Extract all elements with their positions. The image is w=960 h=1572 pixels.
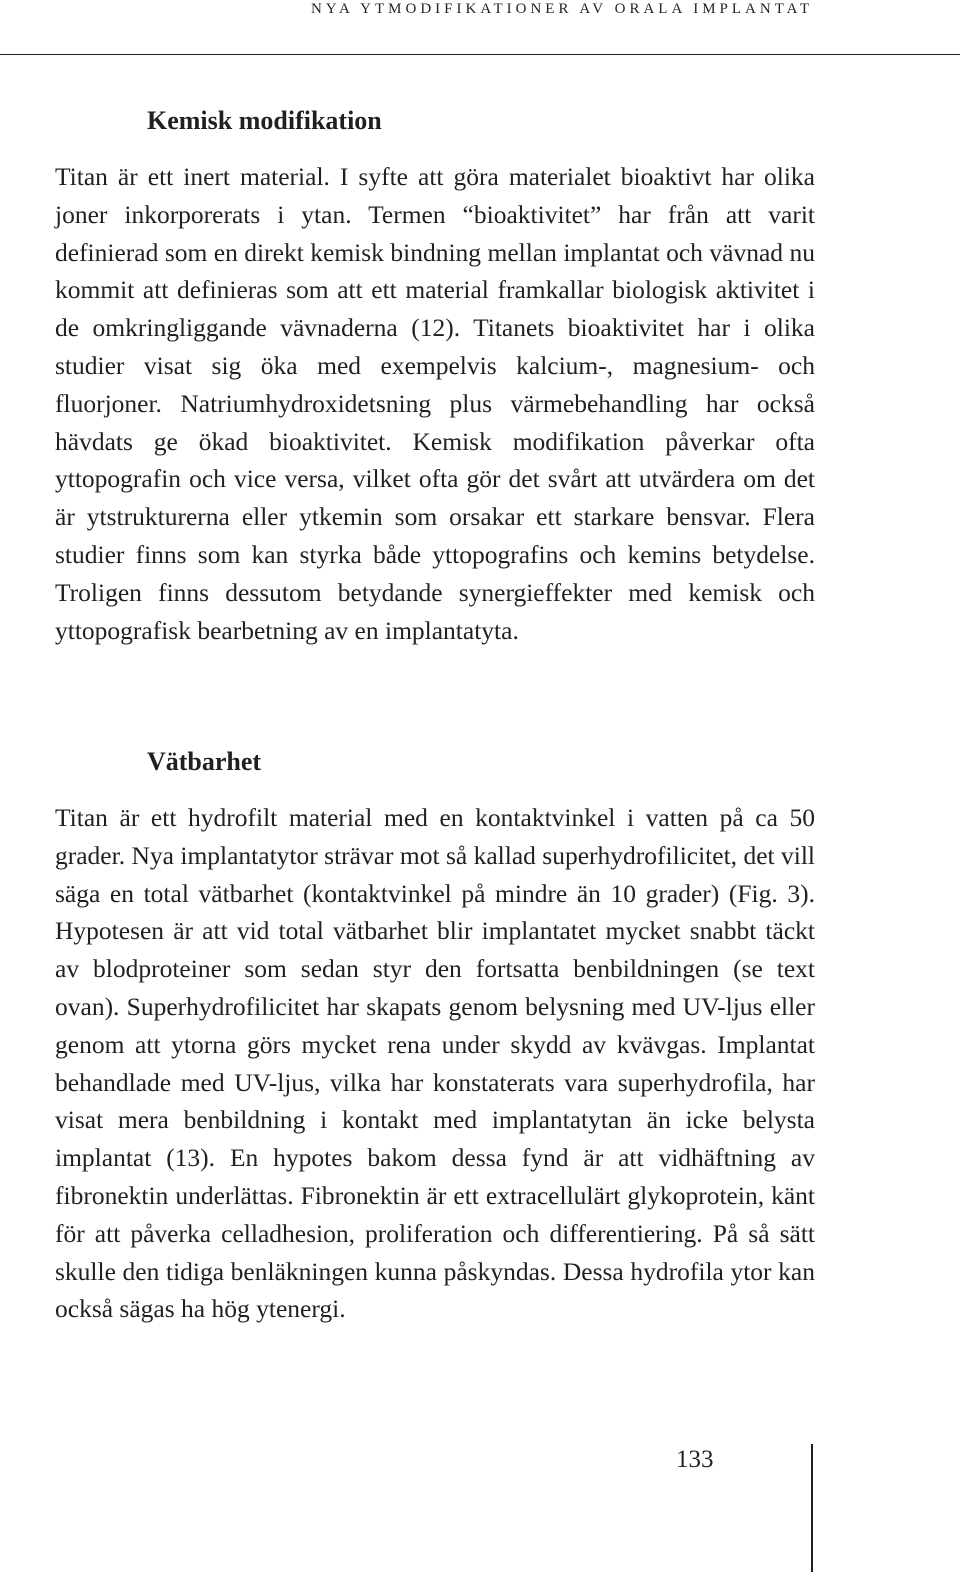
section-vatbarhet (55, 746, 815, 1328)
section-kemisk-modifikation (55, 105, 815, 649)
body-paragraph: Titan är ett hydrofilt material med en kontaktvinkel i vatten på ca 50 grader. Nya implantatytor strävar mot så kallad superhydrofilicitet, det vill säga en total vätbarhet (kontaktvinkel på mindre än 10 grader) (Fig. 3). Hypotesen är att vid total vätbarhet blir implantatet mycket snabbt täckt av blodproteiner som sedan styr den fortsatta benbildningen (se text ovan). Superhydrofilicitet har skapats genom belysning med UV-ljus eller genom att ytorna görs mycket rena under skydd av kvävgas. Implantat behandlade med UV-ljus, vilka har konstaterats vara superhydrofila, har visat mera benbildning i kontakt med implantatytan än icke belysta implantat (13). En hypotes bakom dessa fynd är att vidhäftning av fibronektin underlättas. Fibronektin är ett extracellulärt glykoprotein, känt för att påverka celladhesion, proliferation och differentiering. På så sätt skulle den tidiga benläkningen kunna påskyndas. Dessa hydrofila ytor kan också sägas ha hög ytenergi. (55, 803, 815, 1324)
section-heading: Vätbarhet (147, 747, 262, 776)
running-head: NYA YTMODIFIKATIONER AV ORALA IMPLANTAT (310, 1, 813, 17)
header-rule (0, 54, 960, 55)
page-number: 133 (676, 1446, 714, 1473)
page-number-rule (811, 1444, 813, 1572)
section-heading: Kemisk modifikation (147, 106, 382, 135)
body-paragraph: Titan är ett inert material. I syfte att göra materialet bioaktivt har olika joner inkorporerats i ytan. Termen “bioaktivitet” har från att varit definierad som en direkt kemisk bindning mellan implantat och vävnad nu kommit att definieras som att ett material framkallar biologisk aktivitet i de omkringliggande vävnaderna (12). Titanets bioaktivitet har i olika studier visat sig öka med exempelvis kalcium-, magnesium- och fluorjoner. Natriumhydroxidetsning plus värmebehandling har också hävdats ge ökad bioaktivitet. Kemisk modifikation påverkar ofta yttopografin och vice versa, vilket ofta gör det svårt att utvärdera om det är ytstrukturerna eller ytkemin som orsakar ett starkare bensvar. Flera studier finns som kan styrka både yttopografins och kemins betydelse. Troligen finns dessutom betydande synergieffekter med kemisk och yttopografisk bearbetning av en implantatyta. (55, 162, 815, 645)
